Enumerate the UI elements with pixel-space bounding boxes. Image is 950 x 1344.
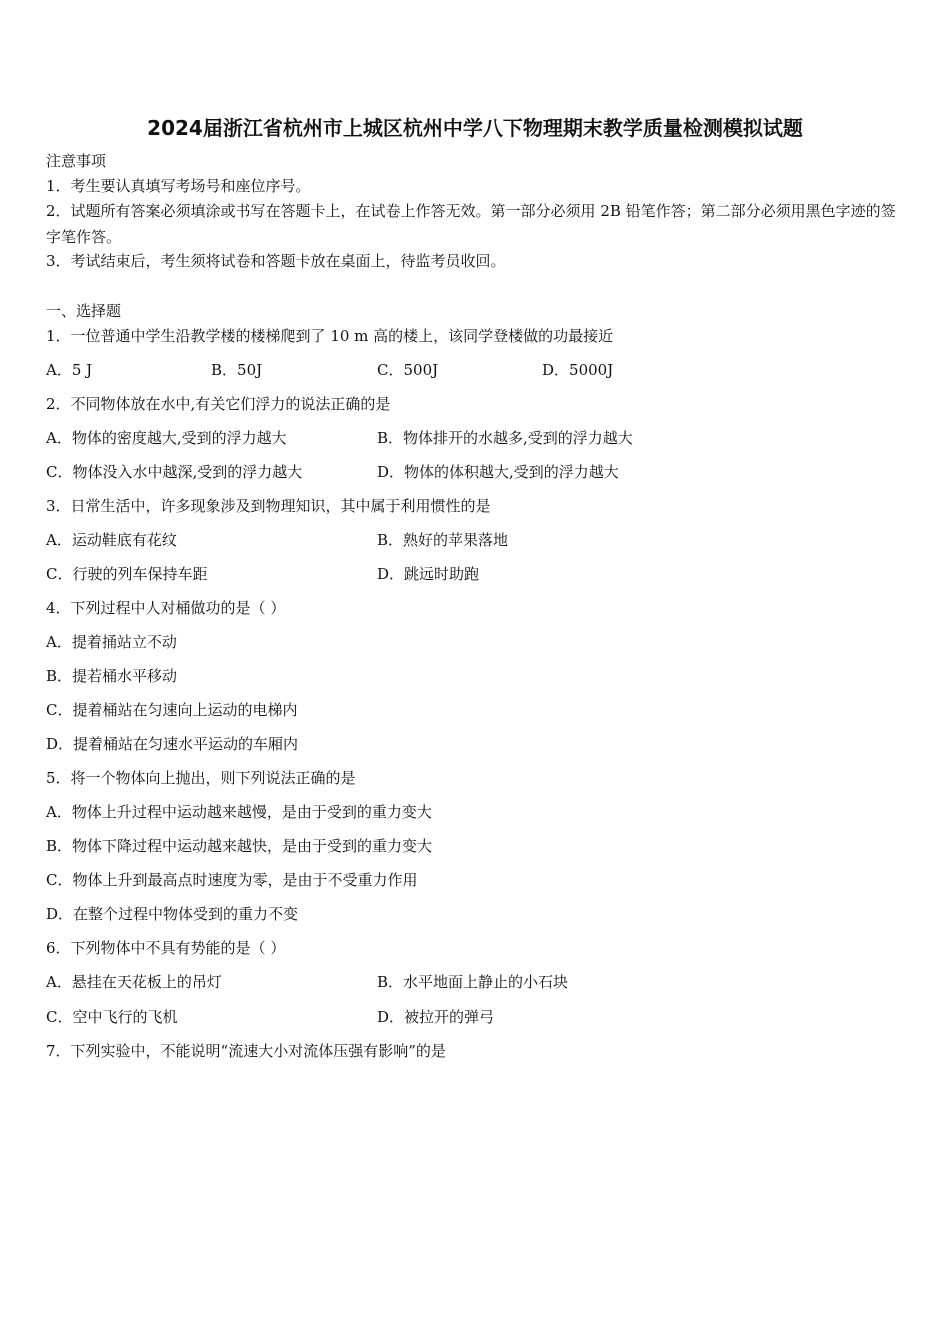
answer-option: C．提着桶站在匀速向上运动的电梯内 (46, 701, 298, 719)
notice-item: 2．试题所有答案必须填涂或书写在答题卡上，在试卷上作答无效。第一部分必须用 2B 铅笔作答；第二部分必须用黑色字迹的签字笔作答。 (46, 202, 896, 246)
answer-option: D．在整个过程中物体受到的重力不变 (46, 905, 299, 923)
answer-option: A．物体上升过程中运动越来越慢，是由于受到的重力变大 (46, 803, 432, 821)
answer-option: D．物体的体积越大,受到的浮力越大 (377, 463, 619, 481)
answer-option: D．跳远时助跑 (377, 565, 480, 583)
answer-option: D．5000J (542, 361, 614, 379)
answer-option: B．物体下降过程中运动越来越快，是由于受到的重力变大 (46, 837, 433, 855)
question-stem: 3．日常生活中，许多现象涉及到物理知识，其中属于利用惯性的是 (46, 497, 491, 515)
answer-option: C．行驶的列车保持车距 (46, 565, 208, 583)
answer-option: C．500J (377, 361, 439, 379)
answer-option: B．熟好的苹果落地 (377, 531, 509, 549)
question-stem: 4．下列过程中人对桶做功的是（ ） (46, 599, 286, 617)
answer-option: D．被拉开的弹弓 (377, 1008, 495, 1026)
answer-option: C．物体上升到最高点时速度为零，是由于不受重力作用 (46, 871, 418, 889)
answer-option: B．50J (211, 361, 263, 379)
notice-item: 3．考试结束后，考生须将试卷和答题卡放在桌面上，待监考员收回。 (46, 252, 506, 270)
answer-option: A．运动鞋底有花纹 (46, 531, 177, 549)
answer-option: B．水平地面上静止的小石块 (377, 973, 569, 991)
answer-option: A．5 J (46, 361, 93, 379)
question-stem: 2．不同物体放在水中,有关它们浮力的说法正确的是 (46, 395, 391, 413)
answer-option: B．提若桶水平移动 (46, 667, 178, 685)
exam-title: 2024届浙江省杭州市上城区杭州中学八下物理期末教学质量检测模拟试题 (147, 116, 803, 140)
answer-option: B．物体排开的水越多,受到的浮力越大 (377, 429, 633, 447)
answer-option: C．物体没入水中越深,受到的浮力越大 (46, 463, 303, 481)
notice-item: 1．考生要认真填写考场号和座位序号。 (46, 177, 311, 195)
section-heading: 一、选择题 (46, 302, 122, 320)
answer-option: A．悬挂在天花板上的吊灯 (46, 973, 222, 991)
question-stem: 1．一位普通中学生沿教学楼的楼梯爬到了 10 m 高的楼上，该同学登楼做的功最接近 (46, 327, 614, 345)
answer-option: A．提着捅站立不动 (46, 633, 177, 651)
answer-option: A．物体的密度越大,受到的浮力越大 (46, 429, 287, 447)
question-stem: 5．将一个物体向上抛出，则下列说法正确的是 (46, 769, 356, 787)
question-stem: 7．下列实验中，不能说明“流速大小对流体压强有影响”的是 (46, 1042, 446, 1060)
answer-option: C．空中飞行的飞机 (46, 1008, 178, 1026)
question-stem: 6．下列物体中不具有势能的是（ ） (46, 939, 286, 957)
answer-option: D．提着桶站在匀速水平运动的车厢内 (46, 735, 299, 753)
notice-heading: 注意事项 (46, 152, 107, 170)
